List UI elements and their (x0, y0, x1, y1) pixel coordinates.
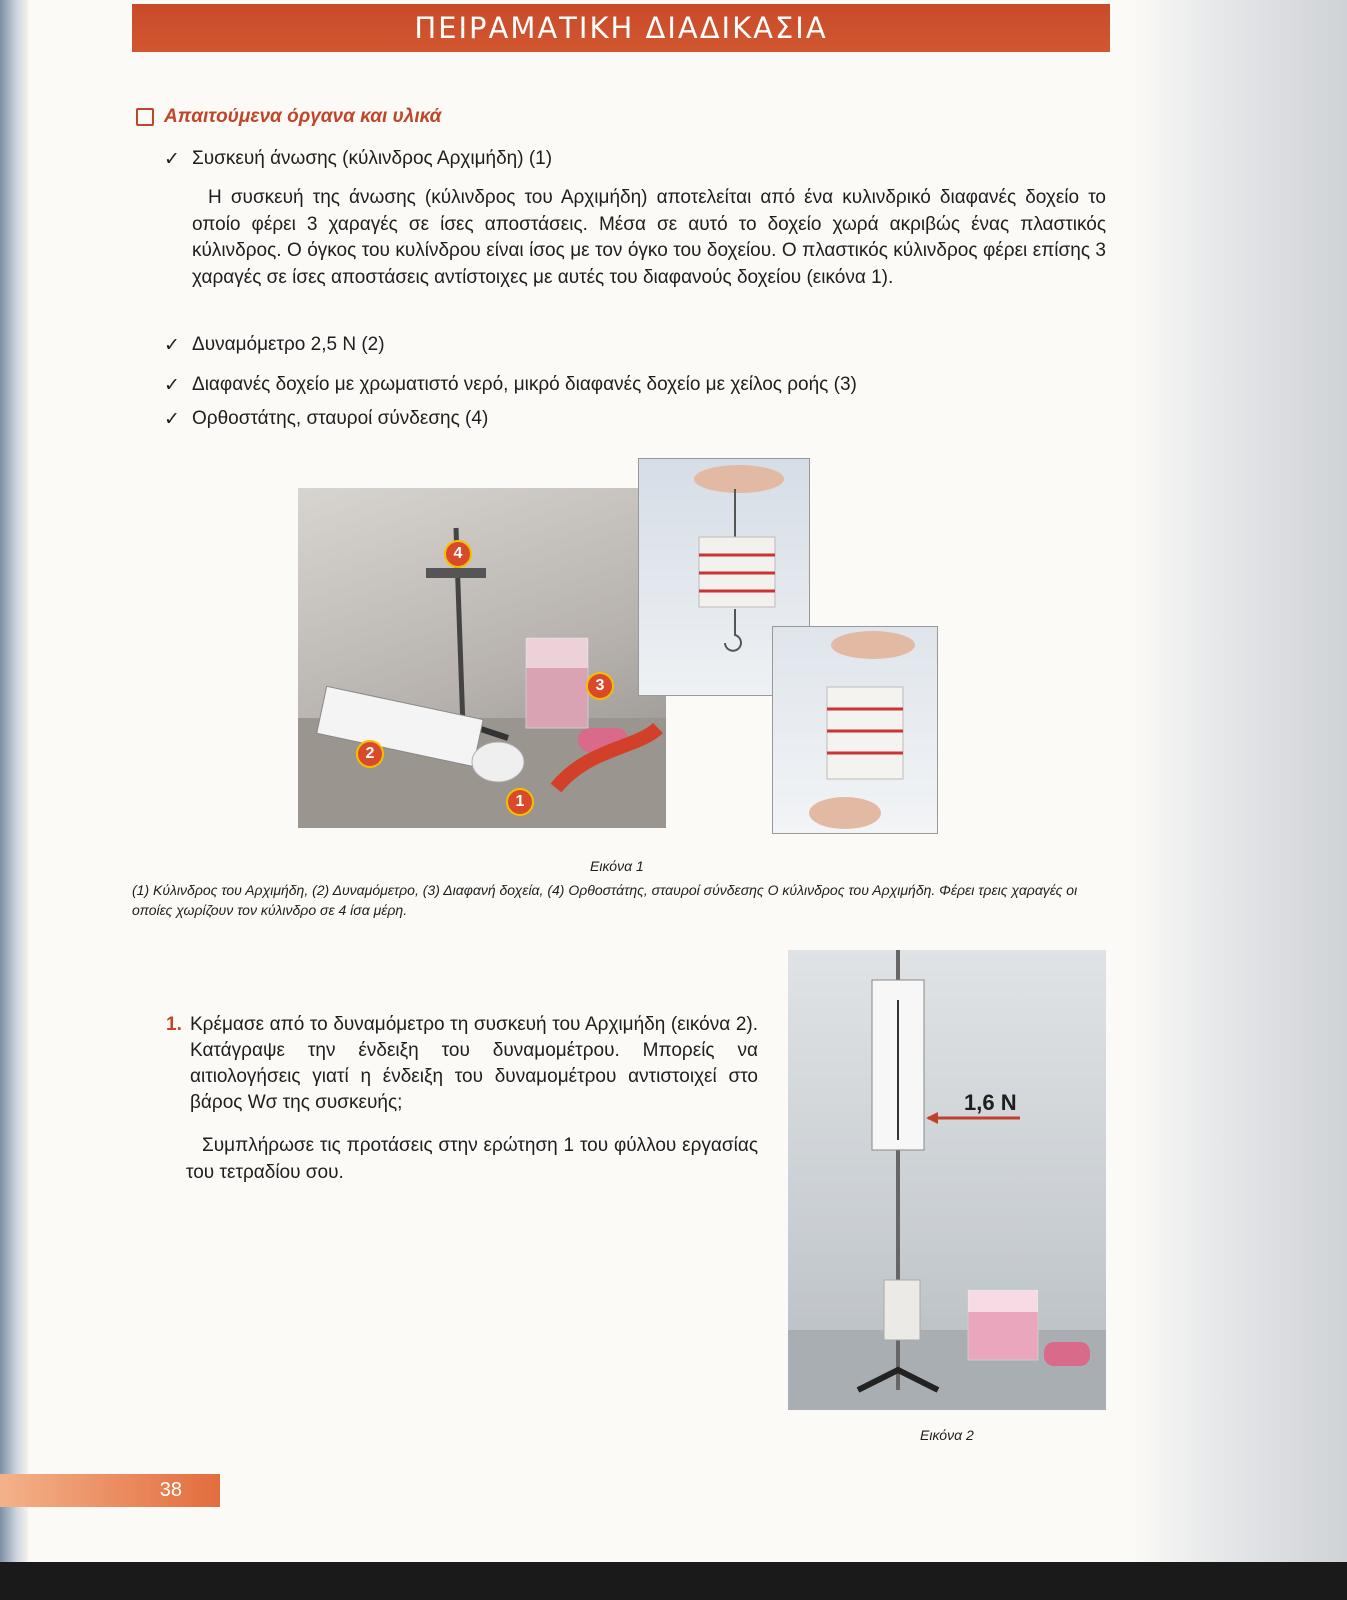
page-left-edge (0, 0, 28, 1600)
materials-item-4 (164, 408, 488, 431)
figure1-label-3: 3 (586, 672, 614, 700)
check-icon: ✓ (164, 409, 180, 430)
dynamometer-reading: 1,6 Ν (964, 1090, 1017, 1115)
checkbox-square-icon (136, 108, 154, 126)
page-number: 38 (159, 1479, 182, 1501)
question-1-text: Κρέμασε από το δυναμόμετρο τη συσκευή του Αρχιμήδη (εικόνα 2). Κατάγραψε την ένδειξη του δυναμομέτρου. Μπορείς να αιτιολογήσεις γιατί η ένδειξη του δυναμομέτρου αντιστοιχεί στο βάρος Wσ της συσκευής; (190, 1014, 758, 1113)
materials-heading-text: Απαιτούμενα όργανα και υλικά (164, 106, 442, 127)
figure1-label-4: 4 (444, 540, 472, 568)
materials-heading (136, 106, 441, 128)
check-icon: ✓ (164, 335, 180, 356)
materials-item-4-text: Ορθοστάτης, σταυροί σύνδεσης (4) (192, 408, 489, 429)
figure2-caption: Εικόνα 2 (920, 1427, 974, 1443)
apparatus-photo (298, 488, 666, 828)
materials-item-3 (164, 374, 857, 397)
question-1-number: 1. (166, 1014, 182, 1035)
figure1-label-1: 1 (506, 788, 534, 816)
page-number-tab (0, 1474, 220, 1507)
materials-item-1 (164, 148, 552, 171)
dynamometer-photo (788, 950, 1106, 1410)
materials-item-2 (164, 334, 385, 357)
check-icon: ✓ (164, 375, 180, 396)
check-icon: ✓ (164, 149, 180, 170)
section-header-title: ΠΕΙΡΑΜΑΤΙΚΗ ΔΙΑΔΙΚΑΣΙΑ (414, 11, 828, 45)
apparatus-illustration (298, 488, 666, 828)
materials-item-2-text: Δυναμόμετρο 2,5 Ν (2) (192, 334, 385, 355)
figure1-label-2: 2 (356, 740, 384, 768)
question-1-followup: Συμπλήρωσε τις προτάσεις στην ερώτηση 1 του φύλλου εργασίας του τετραδίου σου. (186, 1135, 758, 1183)
dynamometer-illustration (788, 950, 1106, 1410)
section-header-bar (132, 4, 1110, 52)
question-1 (160, 1012, 758, 1116)
apparatus-description: Η συσκευή της άνωσης (κύλινδρος του Αρχιμήδη) αποτελείται από ένα κυλινδρικό διαφανές δοχείο το οποίο φέρει 3 χαραγές σε ίσες αποστάσεις. Μέσα σε αυτό το δοχείο χωρά ακριβώς ένας πλαστικός κύλινδρος. Ο όγκος του κυλίνδρου είναι ίσος με τον όγκο του δοχείου. Ο πλαστικός κύλινδρος φέρει επίσης 3 χαραγές σε ίσες αποστάσεις αντίστοιχες με αυτές του διαφανούς δοχείου (εικόνα 1). (192, 187, 1106, 288)
cylinder-container-illustration (773, 627, 937, 833)
page-right-shadow (1132, 0, 1347, 1600)
materials-item-3-text: Διαφανές δοχείο με χρωματιστό νερό, μικρό διαφανές δοχείο με χείλος ροής (3) (192, 374, 857, 395)
materials-item-1-text: Συσκευή άνωσης (κύλινδρος Αρχιμήδη) (1) (192, 148, 553, 169)
figure1-caption-text: (1) Κύλινδρος του Αρχιμήδη, (2) Δυναμόμετρο, (3) Διαφανή δοχεία, (4) Ορθοστάτης, σταυροί σύνδεσης Ο κύλινδρος του Αρχιμήδη. Φέρει τρεις χαραγές οι οποίες χωρίζουν τον κύλινδρο σε 4 ίσα μέρη. (132, 882, 1078, 918)
cylinder-in-container-photo (772, 626, 938, 834)
scan-bottom-edge (0, 1562, 1347, 1600)
figure1-caption-title: Εικόνα 1 (590, 858, 644, 874)
